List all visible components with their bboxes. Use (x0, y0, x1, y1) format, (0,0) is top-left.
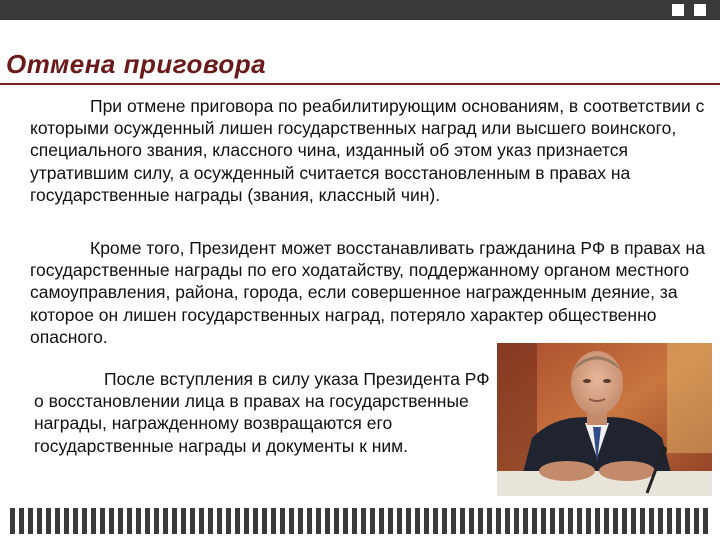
slide-title: Отмена приговора (6, 49, 267, 79)
decor-squares (672, 4, 706, 16)
top-decor-bar (0, 0, 720, 20)
decor-square (694, 4, 706, 16)
paragraph-2: Кроме того, Президент может восстанавливать гражданина РФ в правах на государственные награды по его ходатайству, поддержанному органом местного самоуправления, района, города, если совершенное награжденным деяние, за которое он лишен государственных наград, потеряло характер общественно опасного. (30, 238, 705, 347)
paragraph-1: При отмене приговора по реабилитирующим основаниям, в соответствии с которыми осужденный лишен государственных наград или высшего воинского, специального звания, классного чина, изданный об этом указ признается утратившим силу, а осужденный считается восстановленным в правах на государственные награды (звания, классный чин). (30, 96, 705, 205)
decor-square (672, 4, 684, 16)
title-underline (0, 83, 720, 85)
president-photo-image (497, 343, 712, 496)
bottom-stripes (10, 508, 710, 534)
paragraph-3-text: После вступления в силу указа Президента РФ о восстановлении лица в правах на государственные награды, награжденному возвращаются его государственные награды и документы к ним. (34, 369, 490, 456)
president-photo (497, 343, 712, 496)
paragraph-3 (34, 368, 504, 457)
